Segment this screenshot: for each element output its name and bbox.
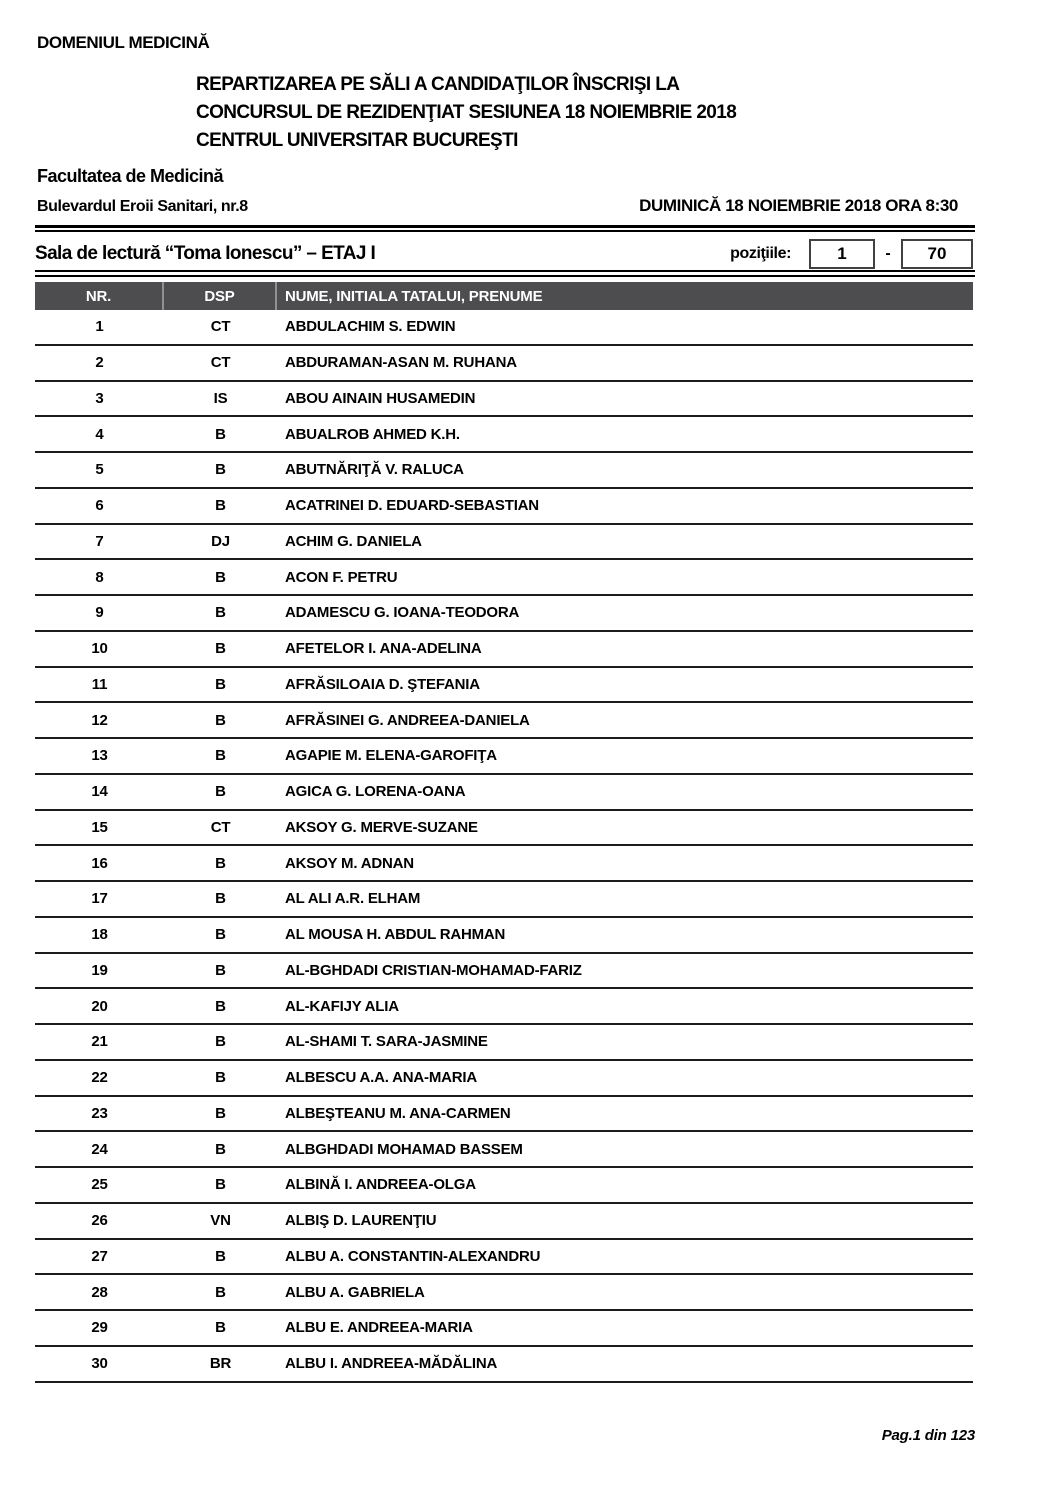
row-dsp: CT — [210, 318, 231, 336]
row-candidate-name: AL-KAFIJY ALIA — [285, 997, 399, 1015]
exam-datetime: DUMINICĂ 18 NOIEMBRIE 2018 ORA 8:30 — [639, 196, 958, 215]
row-dsp: B — [215, 1033, 226, 1051]
table-row — [35, 1311, 973, 1347]
row-candidate-name: ALBU A. GABRIELA — [285, 1283, 425, 1301]
document-title — [196, 71, 736, 155]
row-number: 18 — [91, 926, 108, 944]
column-header-dsp: DSP — [164, 282, 277, 310]
row-dsp: B — [215, 1104, 226, 1122]
row-dsp: B — [215, 890, 226, 908]
room-name: Sala de lectură “Toma Ionescu” – ETAJ I — [35, 243, 376, 264]
row-number: 24 — [91, 1140, 108, 1158]
row-dsp: B — [215, 425, 226, 443]
table-row — [35, 310, 973, 346]
row-number: 14 — [91, 783, 108, 801]
row-candidate-name: AL-BGHDADI CRISTIAN-MOHAMAD-FARIZ — [285, 961, 582, 979]
table-row — [35, 346, 973, 382]
table-row — [35, 668, 973, 704]
table-row — [35, 1347, 973, 1383]
row-candidate-name: AFETELOR I. ANA-ADELINA — [285, 640, 482, 658]
row-candidate-name: ACHIM G. DANIELA — [285, 532, 422, 550]
row-number: 15 — [91, 818, 108, 836]
row-number: 1 — [95, 318, 104, 336]
row-candidate-name: AGAPIE M. ELENA-GAROFIŢA — [285, 747, 497, 765]
column-header-name: NUME, INITIALA TATALUI, PRENUME — [285, 287, 543, 305]
row-dsp: B — [215, 461, 226, 479]
position-from-box: 1 — [809, 239, 875, 269]
row-dsp: B — [215, 1247, 226, 1265]
row-candidate-name: AFRĂSINEI G. ANDREEA-DANIELA — [285, 711, 530, 729]
row-candidate-name: ALBESCU A.A. ANA-MARIA — [285, 1069, 477, 1087]
row-candidate-name: ALBIŞ D. LAURENŢIU — [285, 1212, 437, 1230]
row-candidate-name: ALBEŞTEANU M. ANA-CARMEN — [285, 1104, 511, 1122]
faculty-address: Bulevardul Eroii Sanitari, nr.8 — [37, 198, 248, 215]
row-number: 11 — [91, 675, 108, 693]
row-candidate-name: AKSOY G. MERVE-SUZANE — [285, 818, 478, 836]
row-dsp: BR — [209, 1355, 232, 1373]
row-dsp: B — [215, 1069, 226, 1087]
row-candidate-name: ALBU E. ANDREEA-MARIA — [285, 1319, 473, 1337]
row-dsp: B — [215, 997, 226, 1015]
positions-dash: - — [885, 245, 891, 262]
row-candidate-name: ABUALROB AHMED K.H. — [285, 425, 460, 443]
table-row — [35, 489, 973, 525]
row-number: 25 — [91, 1176, 108, 1194]
table-row — [35, 1061, 973, 1097]
row-dsp: B — [215, 711, 226, 729]
table-body — [35, 310, 973, 1383]
candidates-table — [35, 282, 973, 1383]
row-candidate-name: AKSOY M. ADNAN — [285, 854, 414, 872]
row-dsp: B — [215, 783, 226, 801]
row-number: 16 — [91, 854, 108, 872]
table-row — [35, 1204, 973, 1240]
row-number: 2 — [95, 354, 104, 372]
row-number: 3 — [95, 389, 104, 407]
row-dsp: B — [215, 568, 226, 586]
row-candidate-name: AGICA G. LORENA-OANA — [285, 783, 466, 801]
row-number: 6 — [95, 497, 104, 515]
table-row — [35, 596, 973, 632]
title-line-3: CENTRUL UNIVERSITAR BUCUREŞTI — [196, 130, 518, 151]
row-number: 9 — [95, 604, 104, 622]
row-candidate-name: ADAMESCU G. IOANA-TEODORA — [285, 604, 520, 622]
positions-label: poziţiile: — [730, 245, 791, 262]
row-candidate-name: ABDURAMAN-ASAN M. RUHANA — [285, 354, 517, 372]
table-row — [35, 775, 973, 811]
row-number: 30 — [91, 1355, 108, 1373]
table-row — [35, 1168, 973, 1204]
row-candidate-name: ABOU AINAIN HUSAMEDIN — [285, 389, 476, 407]
row-dsp: B — [215, 604, 226, 622]
table-row — [35, 560, 973, 596]
table-row — [35, 846, 973, 882]
table-row — [35, 989, 973, 1025]
row-candidate-name: AL-SHAMI T. SARA-JASMINE — [285, 1033, 488, 1051]
page-number: Pag.1 din 123 — [881, 1427, 975, 1444]
row-number: 5 — [95, 461, 104, 479]
row-number: 12 — [91, 711, 108, 729]
row-dsp: B — [215, 747, 226, 765]
table-row — [35, 811, 973, 847]
table-row — [35, 1025, 973, 1061]
row-number: 22 — [91, 1069, 108, 1087]
row-candidate-name: ABDULACHIM S. EDWIN — [285, 318, 456, 336]
row-number: 20 — [91, 997, 108, 1015]
table-row — [35, 382, 973, 418]
row-number: 21 — [91, 1033, 108, 1051]
row-dsp: B — [215, 1176, 226, 1194]
table-row — [35, 453, 973, 489]
row-dsp: B — [215, 497, 226, 515]
row-candidate-name: ALBU I. ANDREEA-MĂDĂLINA — [285, 1355, 498, 1373]
row-number: 7 — [95, 532, 104, 550]
row-number: 27 — [91, 1247, 108, 1265]
row-number: 19 — [91, 961, 108, 979]
domain-label: DOMENIUL MEDICINĂ — [37, 33, 210, 52]
row-candidate-name: ABUTNĂRIŢĂ V. RALUCA — [285, 461, 464, 479]
row-candidate-name: AL ALI A.R. ELHAM — [285, 890, 421, 908]
row-candidate-name: ACATRINEI D. EDUARD-SEBASTIAN — [285, 497, 539, 515]
row-dsp: B — [215, 640, 226, 658]
row-number: 28 — [91, 1283, 108, 1301]
table-row — [35, 918, 973, 954]
table-row — [35, 739, 973, 775]
row-candidate-name: ALBINĂ I. ANDREEA-OLGA — [285, 1176, 476, 1194]
row-number: 10 — [91, 640, 108, 658]
row-dsp: B — [215, 961, 226, 979]
row-number: 23 — [91, 1104, 108, 1122]
table-row — [35, 525, 973, 561]
table-row — [35, 1240, 973, 1276]
faculty-name: Facultatea de Medicină — [37, 166, 224, 186]
table-row — [35, 882, 973, 918]
title-line-2: CONCURSUL DE REZIDENŢIAT SESIUNEA 18 NOIEMBRIE 2018 — [196, 102, 737, 123]
room-bar — [35, 238, 973, 270]
divider-top — [35, 225, 975, 232]
row-dsp: CT — [210, 354, 231, 372]
row-dsp: B — [215, 1283, 226, 1301]
row-dsp: CT — [210, 818, 231, 836]
table-row — [35, 417, 973, 453]
table-row — [35, 632, 973, 668]
row-number: 26 — [91, 1212, 108, 1230]
row-number: 17 — [91, 890, 108, 908]
row-dsp: B — [215, 854, 226, 872]
positions-group — [730, 239, 973, 269]
row-dsp: DJ — [211, 532, 230, 550]
address-row — [37, 196, 958, 216]
row-candidate-name: AL MOUSA H. ABDUL RAHMAN — [285, 926, 506, 944]
row-dsp: VN — [210, 1212, 231, 1230]
divider-above-table — [35, 270, 975, 277]
row-number: 13 — [91, 747, 108, 765]
column-header-nr: NR. — [35, 282, 164, 310]
table-row — [35, 954, 973, 990]
row-candidate-name: ALBGHDADI MOHAMAD BASSEM — [285, 1140, 523, 1158]
table-row — [35, 1132, 973, 1168]
title-line-1: REPARTIZAREA PE SĂLI A CANDIDAŢILOR ÎNSCRIŞI LA — [196, 74, 680, 95]
row-candidate-name: AFRĂSILOAIA D. ŞTEFANIA — [285, 675, 480, 693]
row-dsp: B — [215, 926, 226, 944]
row-dsp: B — [215, 675, 226, 693]
row-number: 29 — [91, 1319, 108, 1337]
table-header-row — [35, 282, 973, 310]
row-dsp: B — [215, 1319, 226, 1337]
table-row — [35, 1097, 973, 1133]
row-dsp: B — [215, 1140, 226, 1158]
table-row — [35, 1275, 973, 1311]
row-number: 8 — [95, 568, 104, 586]
position-to-box: 70 — [901, 239, 973, 269]
row-dsp: IS — [213, 389, 228, 407]
row-number: 4 — [95, 425, 104, 443]
row-candidate-name: ACON F. PETRU — [285, 568, 398, 586]
row-candidate-name: ALBU A. CONSTANTIN-ALEXANDRU — [285, 1247, 541, 1265]
table-row — [35, 703, 973, 739]
